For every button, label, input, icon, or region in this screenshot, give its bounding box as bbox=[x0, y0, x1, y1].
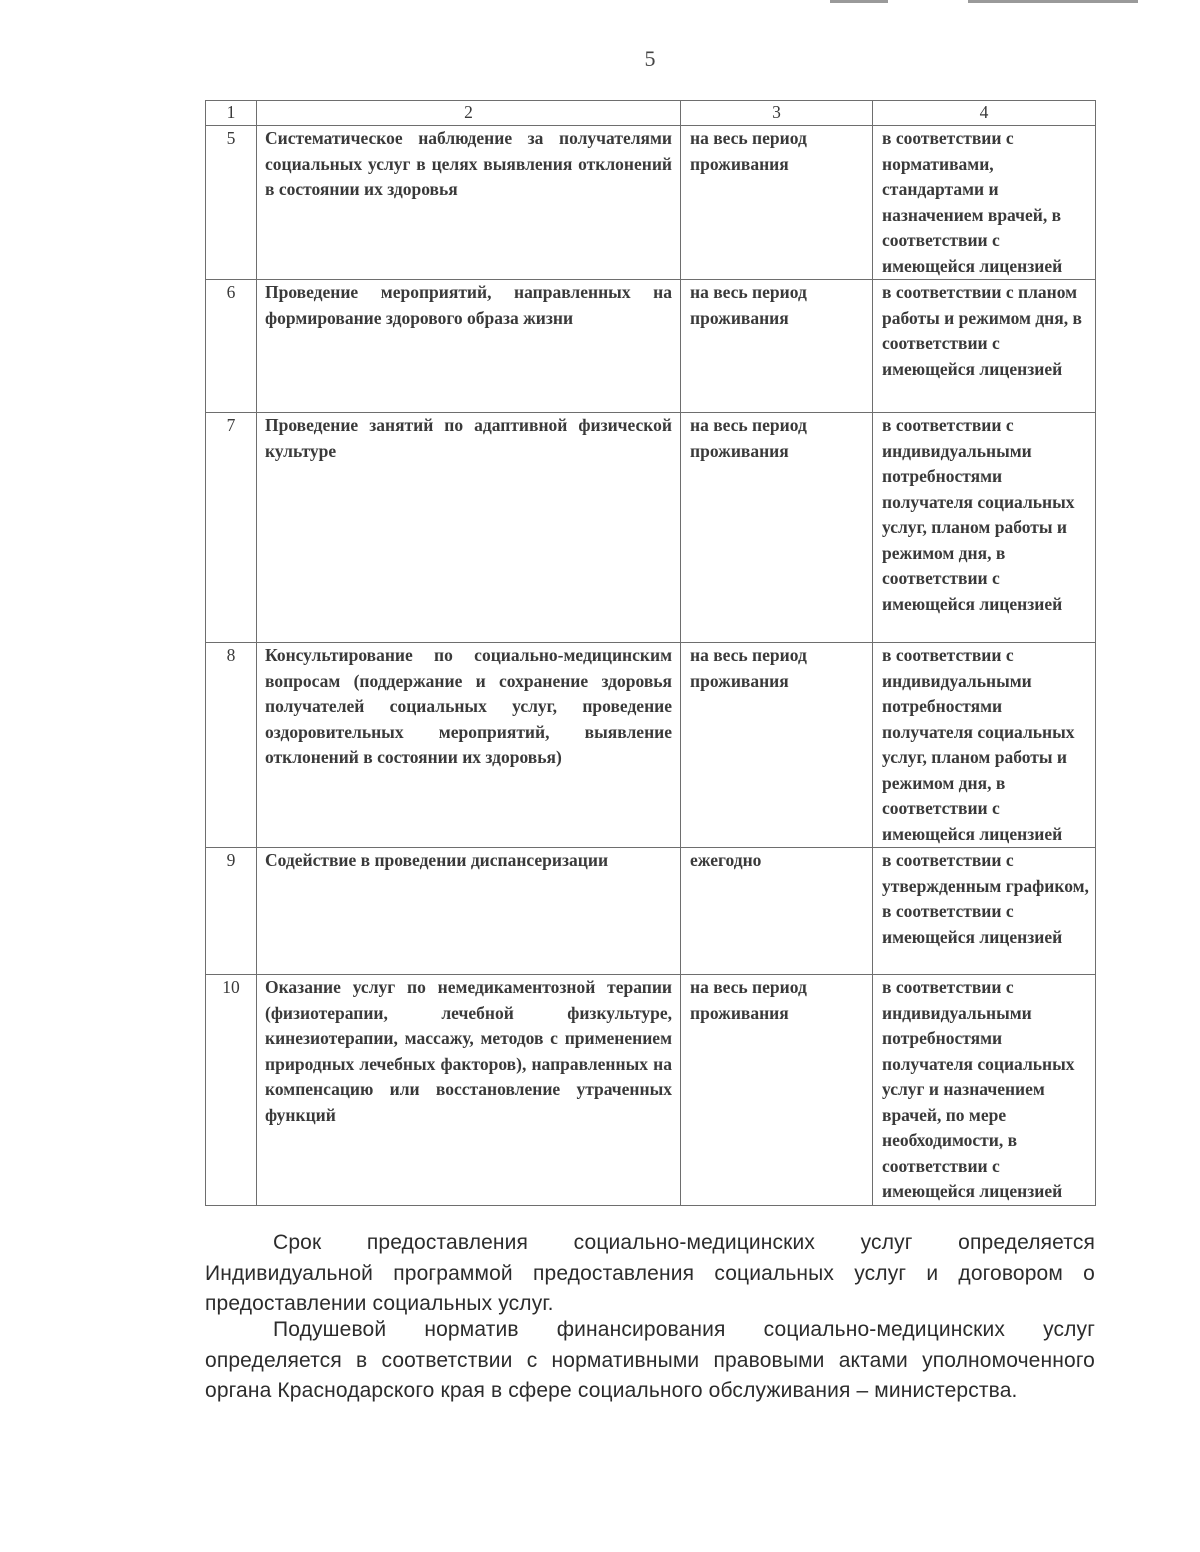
paragraph-service-term: Срок предоставления социально-медицинских услуг определяется Индивидуальной программой предоставления социальных услуг и договором о предоставлении социальных услуг. bbox=[205, 1231, 1095, 1315]
table-row bbox=[206, 975, 1096, 1206]
service-term: на весь период проживания bbox=[681, 643, 873, 848]
row-number: 8 bbox=[206, 643, 257, 848]
scan-artifact-marks bbox=[830, 0, 1150, 6]
service-term: на весь период проживания bbox=[681, 126, 873, 280]
services-table bbox=[205, 100, 1096, 1206]
row-number: 9 bbox=[206, 848, 257, 975]
row-number: 6 bbox=[206, 280, 257, 413]
service-name: Консультирование по социально-медицинским вопросам (поддержание и сохранение здоровья получателей социальных услуг, проведение оздоровительных мероприятий, выявление отклонений в состоянии их здоровья) bbox=[257, 643, 681, 848]
service-name: Систематическое наблюдение за получателями социальных услуг в целях выявления отклонений в состоянии их здоровья bbox=[257, 126, 681, 280]
row-number: 5 bbox=[206, 126, 257, 280]
service-condition: в соответствии с планом работы и режимом дня, в соответствии с имеющейся лицензией bbox=[873, 280, 1096, 413]
service-condition: в соответствии с нормативами, стандартами и назначением врачей, в соответствии с имеющейся лицензией bbox=[873, 126, 1096, 280]
service-condition: в соответствии с индивидуальными потребностями получателя социальных услуг, планом работы и режимом дня, в соответствии с имеющейся лицензией bbox=[873, 413, 1096, 643]
service-term: на весь период проживания bbox=[681, 413, 873, 643]
row-number: 7 bbox=[206, 413, 257, 643]
service-name: Оказание услуг по немедикаментозной терапии (физиотерапии, лечебной физкультуре, кинезиотерапии, массажу, методов с применением природных лечебных факторов), направленных на компенсацию или восстановление утраченных функций bbox=[257, 975, 681, 1206]
service-condition: в соответствии с утвержденным графиком, в соответствии с имеющейся лицензией bbox=[873, 848, 1096, 975]
service-name: Проведение занятий по адаптивной физической культуре bbox=[257, 413, 681, 643]
service-condition: в соответствии с индивидуальными потребностями получателя социальных услуг и назначением врачей, по мере необходимости, в соответствии с имеющейся лицензией bbox=[873, 975, 1096, 1206]
header-cell: 3 bbox=[681, 101, 873, 126]
service-name: Содействие в проведении диспансеризации bbox=[257, 848, 681, 975]
scan-mark bbox=[830, 0, 888, 3]
table-row bbox=[206, 413, 1096, 643]
service-name: Проведение мероприятий, направленных на формирование здорового образа жизни bbox=[257, 280, 681, 413]
header-cell: 4 bbox=[873, 101, 1096, 126]
header-cell: 2 bbox=[257, 101, 681, 126]
service-term: ежегодно bbox=[681, 848, 873, 975]
table-row bbox=[206, 643, 1096, 848]
service-term: на весь период проживания bbox=[681, 280, 873, 413]
row-number: 10 bbox=[206, 975, 257, 1206]
service-term: на весь период проживания bbox=[681, 975, 873, 1206]
service-condition: в соответствии с индивидуальными потребностями получателя социальных услуг, планом работы и режимом дня, в соответствии с имеющейся лицензией bbox=[873, 643, 1096, 848]
table-row bbox=[206, 848, 1096, 975]
table-header-row bbox=[206, 101, 1096, 126]
table-row bbox=[206, 280, 1096, 413]
paragraph-financing-norm: Подушевой норматив финансирования социально-медицинских услуг определяется в соответствии с нормативными правовыми актами уполномоченного органа Краснодарского края в сфере социального обслуживания – министерства. bbox=[205, 1318, 1095, 1402]
page-number: 5 bbox=[644, 46, 656, 71]
header-cell: 1 bbox=[206, 101, 257, 126]
scan-mark bbox=[968, 0, 1138, 3]
table-row bbox=[206, 126, 1096, 280]
